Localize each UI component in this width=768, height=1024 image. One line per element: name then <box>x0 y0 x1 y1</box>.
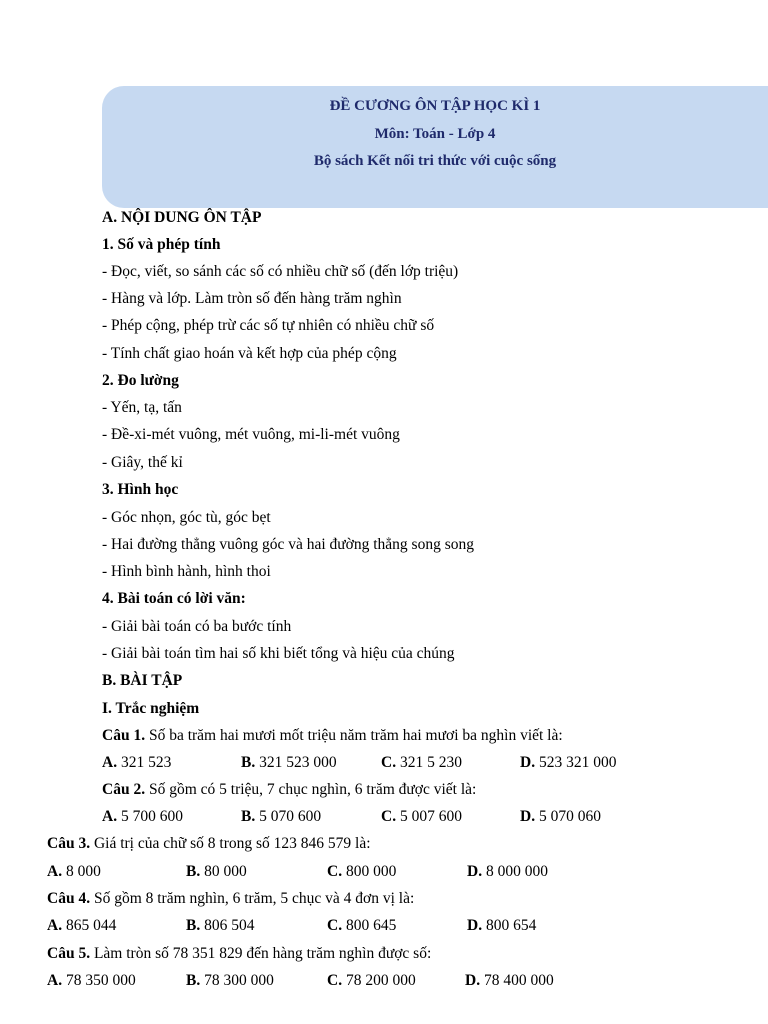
option-value: 806 504 <box>200 917 255 934</box>
option-value: 800 654 <box>482 917 537 934</box>
option-c <box>327 917 396 935</box>
question-text: Số ba trăm hai mươi mốt triệu năm trăm hai mươi ba nghìn viết là: <box>145 727 563 744</box>
option-value: 8 000 000 <box>482 863 548 880</box>
question-label: Câu 5. <box>47 945 91 962</box>
topic-item: - Hàng và lớp. Làm tròn số đến hàng trăm nghìn <box>102 290 402 307</box>
option-value: 800 645 <box>342 917 397 934</box>
doc-subject: Môn: Toán - Lớp 4 <box>374 126 496 142</box>
option-label: D. <box>520 808 536 825</box>
option-value: 5 070 060 <box>535 808 601 825</box>
topic-item: - Phép cộng, phép trừ các số tự nhiên có nhiều chữ số <box>102 317 435 334</box>
option-a <box>47 917 116 935</box>
topic-item: - Yến, tạ, tấn <box>102 399 182 416</box>
section-b-title: B. BÀI TẬP <box>102 672 183 689</box>
option-label: B. <box>186 972 201 989</box>
option-value: 5 700 600 <box>117 808 183 825</box>
option-value: 321 5 230 <box>396 754 462 771</box>
question-label: Câu 1. <box>102 727 146 744</box>
option-a <box>102 754 171 772</box>
topic-item: - Giải bài toán tìm hai số khi biết tổng và hiệu của chúng <box>102 645 455 662</box>
option-value: 800 000 <box>342 863 397 880</box>
topic-item: - Góc nhọn, góc tù, góc bẹt <box>102 509 271 526</box>
option-value: 523 321 000 <box>535 754 617 771</box>
option-label: B. <box>186 917 201 934</box>
option-label: C. <box>381 808 397 825</box>
option-c <box>381 808 462 826</box>
topic-item: - Đề-xi-mét vuông, mét vuông, mi-li-mét vuông <box>102 426 400 443</box>
option-value: 78 400 000 <box>480 972 554 989</box>
option-label: A. <box>47 917 63 934</box>
option-label: B. <box>241 754 256 771</box>
question-text: Số gồm 8 trăm nghìn, 6 trăm, 5 chục và 4 đơn vị là: <box>90 890 415 907</box>
topic-item: - Hai đường thẳng vuông góc và hai đường thẳng song song <box>102 536 474 553</box>
option-a <box>102 808 183 826</box>
option-c <box>327 863 396 881</box>
option-a <box>47 863 101 881</box>
option-d <box>467 863 548 881</box>
section-a-title: A. NỘI DUNG ÔN TẬP <box>102 209 262 226</box>
topic-title: 4. Bài toán có lời văn: <box>102 590 246 607</box>
question <box>47 945 431 963</box>
topic-item: - Giải bài toán có ba bước tính <box>102 618 292 635</box>
topic-item: - Hình bình hành, hình thoi <box>102 563 271 580</box>
part-i-title: I. Trắc nghiệm <box>102 700 200 717</box>
option-b <box>186 972 274 990</box>
topic-item: - Giây, thế kỉ <box>102 454 183 471</box>
option-label: D. <box>467 863 483 880</box>
option-c <box>381 754 462 772</box>
option-label: C. <box>327 863 343 880</box>
option-label: D. <box>520 754 536 771</box>
option-b <box>186 863 247 881</box>
question <box>47 835 371 853</box>
doc-title: ĐỀ CƯƠNG ÔN TẬP HỌC KÌ 1 <box>329 98 541 114</box>
option-label: A. <box>47 863 63 880</box>
option-b <box>186 917 254 935</box>
question-label: Câu 3. <box>47 835 91 852</box>
question <box>47 890 414 908</box>
doc-book: Bộ sách Kết nối tri thức với cuộc sống <box>313 153 557 169</box>
option-a <box>47 972 136 990</box>
question <box>102 727 563 745</box>
option-value: 8 000 <box>62 863 101 880</box>
option-c <box>327 972 416 990</box>
option-label: D. <box>465 972 481 989</box>
option-value: 321 523 <box>117 754 172 771</box>
topic-title: 3. Hình học <box>102 481 179 498</box>
option-value: 321 523 000 <box>255 754 337 771</box>
option-d <box>520 754 616 772</box>
question-text: Giá trị của chữ số 8 trong số 123 846 579 là: <box>90 835 371 852</box>
question-label: Câu 4. <box>47 890 91 907</box>
topic-title: 2. Đo lường <box>102 372 179 389</box>
option-value: 78 300 000 <box>200 972 274 989</box>
topic-item: - Đọc, viết, so sánh các số có nhiều chữ số (đến lớp triệu) <box>102 263 459 280</box>
option-label: C. <box>381 754 397 771</box>
option-label: C. <box>327 917 343 934</box>
question-label: Câu 2. <box>102 781 146 798</box>
option-label: B. <box>186 863 201 880</box>
option-label: B. <box>241 808 256 825</box>
question-text: Số gồm có 5 triệu, 7 chục nghìn, 6 trăm được viết là: <box>145 781 477 798</box>
option-value: 78 200 000 <box>342 972 416 989</box>
option-label: A. <box>47 972 63 989</box>
option-value: 5 007 600 <box>396 808 462 825</box>
option-d <box>467 917 536 935</box>
question <box>102 781 476 799</box>
option-b <box>241 808 321 826</box>
option-value: 865 044 <box>62 917 117 934</box>
option-label: A. <box>102 754 118 771</box>
option-label: D. <box>467 917 483 934</box>
option-b <box>241 754 337 772</box>
option-value: 5 070 600 <box>255 808 322 825</box>
option-d <box>520 808 601 826</box>
option-label: A. <box>102 808 118 825</box>
option-value: 80 000 <box>200 863 247 880</box>
topic-title: 1. Số và phép tính <box>102 236 221 253</box>
option-d <box>465 972 554 990</box>
option-value: 78 350 000 <box>62 972 136 989</box>
option-label: C. <box>327 972 343 989</box>
question-text: Làm tròn số 78 351 829 đến hàng trăm nghìn được số: <box>90 945 432 962</box>
topic-item: - Tính chất giao hoán và kết hợp của phép cộng <box>102 345 397 362</box>
